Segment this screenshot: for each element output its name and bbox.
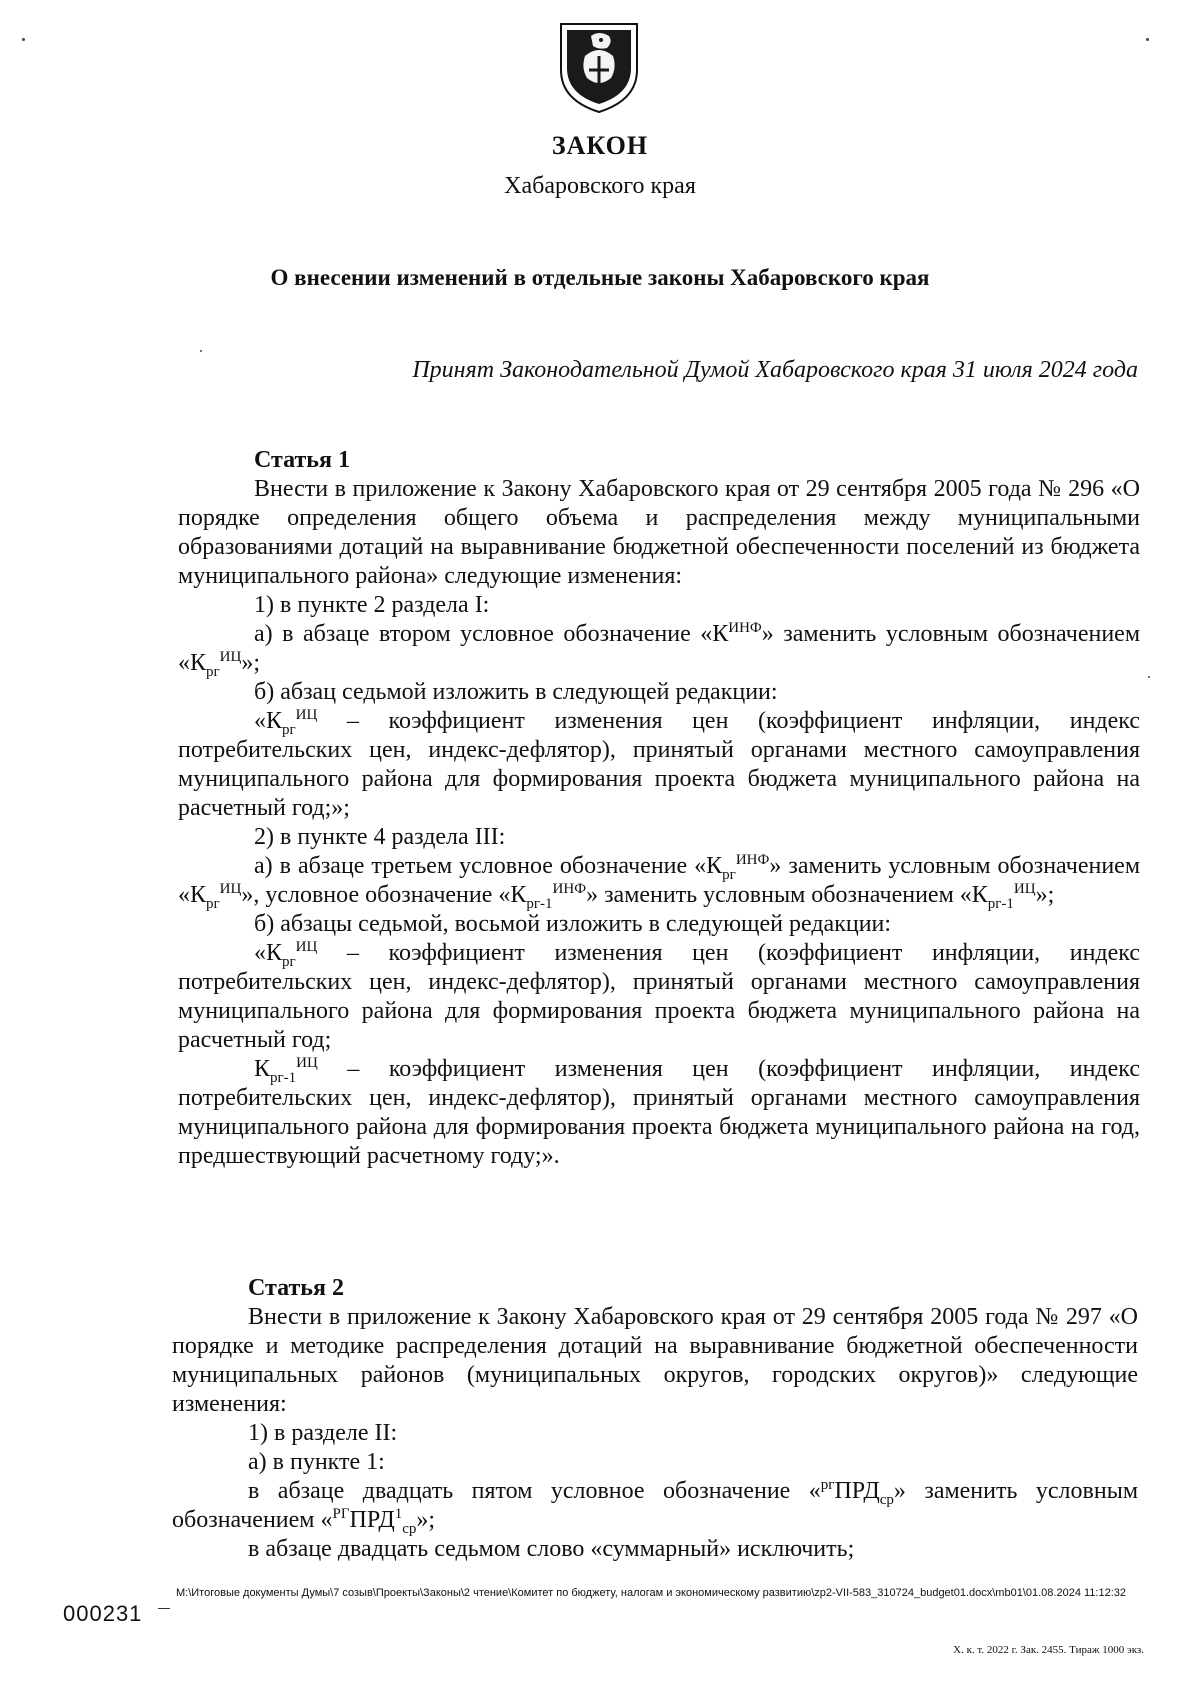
article-2-intro: Внести в приложение к Закону Хабаровского края от 29 сентября 2005 года № 297 «О порядке и методике распределения дотаций на выравнивание бюджетной обеспеченности муниципальных районов (муниципальных округов, городских округов)» следующие изменения: <box>172 1304 1138 1417</box>
footer-divider <box>158 1608 170 1609</box>
file-path: M:\Итоговые документы Думы\7 созыв\Проекты\Законы\2 чтение\Комитет по бюджету, налогам и экономическому развитию\zp2-VII-583_310724_budget01.docx\mb01\01.08.2024 11:12:32 <box>176 1587 1126 1599</box>
scan-speck <box>200 350 202 352</box>
article-1-item-1: 1) в пункте 2 раздела I: <box>254 592 490 618</box>
article-2-heading: Статья 2 <box>248 1275 344 1301</box>
article-2-paragraph-25: в абзаце двадцать пятом условное обозначение «$^{рг}ПРД_{ср}$» заменить условным обозначением «$^{РГ}ПРД^1_{ср}$»; <box>172 1477 1138 1537</box>
article-1-item-2: 2) в пункте 4 раздела III: <box>254 824 506 850</box>
article-2-item-1a: а) в пункте 1: <box>248 1449 385 1475</box>
article-2 <box>172 1274 1138 1564</box>
document-number: 000231 <box>63 1601 143 1626</box>
law-region: Хабаровского края <box>504 173 696 199</box>
scan-speck <box>22 38 25 41</box>
adoption-line: Принят Законодательной Думой Хабаровского края 31 июля 2024 года <box>412 357 1138 383</box>
coat-of-arms-icon <box>555 16 643 114</box>
article-1 <box>178 446 1140 1171</box>
article-2-item-1: 1) в разделе II: <box>248 1420 398 1446</box>
article-1-item-2b: б) абзацы седьмой, восьмой изложить в следующей редакции: <box>254 911 892 937</box>
article-1-item-1b: б) абзац седьмой изложить в следующей редакции: <box>254 679 778 705</box>
scan-speck <box>1148 676 1150 678</box>
law-subject: О внесении изменений в отдельные законы Хабаровского края <box>270 265 930 290</box>
article-1-definition-3: $К_{рг-1}^{ИЦ}$ – коэффициент изменения цен (коэффициент инфляции, индекс потребительских цен, индекс-дефлятор), принятый органами местного самоуправления муниципального района для формирования проекта бюджета муниципального района на год, предшествующий расчетному году;». <box>178 1055 1140 1169</box>
article-1-heading: Статья 1 <box>254 447 350 473</box>
article-1-intro: Внести в приложение к Закону Хабаровского края от 29 сентября 2005 года № 296 «О порядке определения общего объема и распределения между муниципальными образованиями дотаций на выравнивание бюджетной обеспеченности поселений из бюджета муниципального района» следующие изменения: <box>178 476 1140 589</box>
article-1-item-2a: а) в абзаце третьем условное обозначение «$К_{рг}^{ИНФ}$» заменить условным обозначением «$К_{рг}^{ИЦ}$», условное обозначение «$К_{рг-1}^{ИНФ}$» заменить условным обозначением «$К_{рг-1}^{ИЦ}$»; <box>178 852 1141 912</box>
article-1-item-1a: а) в абзаце втором условное обозначение «$К^{ИНФ}$» заменить условным обозначением «$К_{рг}^{ИЦ}$»; <box>178 620 1140 680</box>
article-1-definition-1: «$К_{рг}^{ИЦ}$ – коэффициент изменения цен (коэффициент инфляции, индекс потребительских цен, индекс-дефлятор), принятый органами местного самоуправления муниципального района для формирования проекта бюджета муниципального района на расчетный год;»; <box>178 707 1140 821</box>
law-title: ЗАКОН <box>551 131 649 160</box>
print-info: Х. к. т. 2022 г. Зак. 2455. Тираж 1000 экз. <box>953 1644 1144 1656</box>
scan-speck <box>1146 38 1149 41</box>
article-1-definition-2: «$К_{рг}^{ИЦ}$ – коэффициент изменения цен (коэффициент инфляции, индекс потребительских цен, индекс-дефлятор), принятый органами местного самоуправления муниципального района для формирования проекта бюджета муниципального района на расчетный год; <box>178 939 1140 1053</box>
article-2-paragraph-27: в абзаце двадцать седьмом слово «суммарный» исключить; <box>248 1536 855 1562</box>
